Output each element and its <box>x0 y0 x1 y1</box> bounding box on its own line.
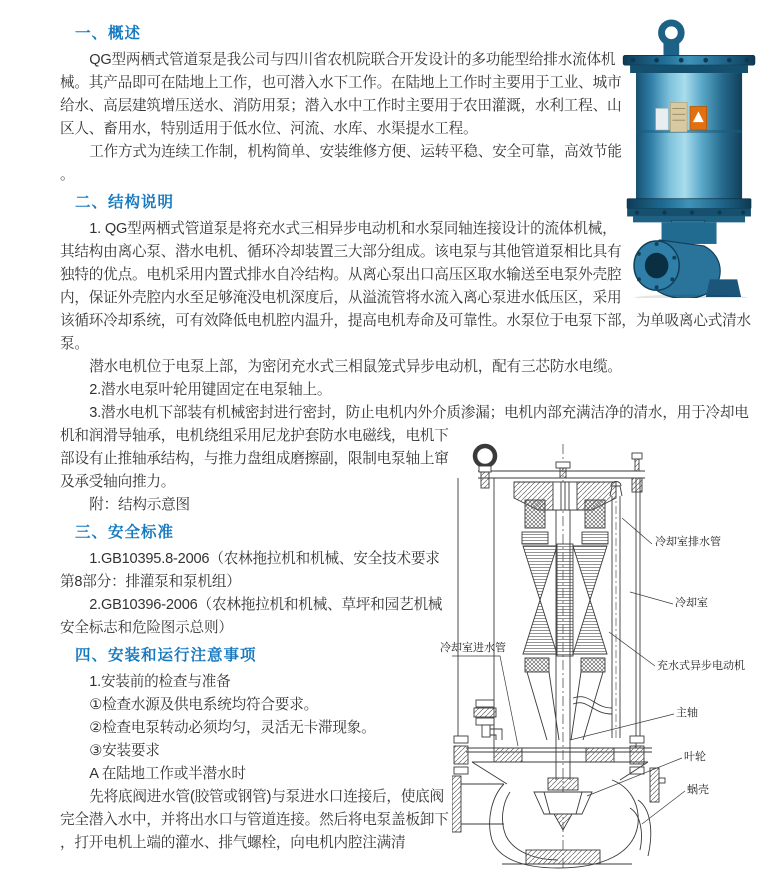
paragraph: 2.潜水电泵叶轮用键固定在电泵轴上。 <box>89 382 332 398</box>
eye-bolt <box>475 446 495 466</box>
paragraph: 3.潜水电机下部装有机械密封进行密封，防止电机内外介质渗漏；电机内部充满洁净的清水，用于冷却电机和润滑导轴承，电机绕组采用尼龙护套防水电磁线，电机下部设有止推轴承结构，与推力盘组成磨擦副，限制电泵轴上窜及承受轴向推力。 <box>60 405 749 490</box>
structure-diagram <box>440 440 762 873</box>
paragraph: 工作方式为连续工作制，机构简单、安装维修方便、运转平稳、安全可靠，高效节能。 <box>60 144 622 183</box>
paragraph: 2.GB10396-2006（农林拖拉机和机械、草坪和园艺机械安全标志和危险图示总则） <box>60 597 443 636</box>
paragraph: A 在陆地工作或半潜水时 <box>89 766 246 782</box>
diagram-label-water-filled-motor: 充水式异步电动机 <box>657 660 745 672</box>
stator-coil <box>585 500 605 528</box>
paragraph: 1.安装前的检查与准备 <box>89 674 231 690</box>
section-heading-structure: 二、结构说明 <box>75 194 175 211</box>
diagram-label-cooling-drain-pipe: 冷却室排水管 <box>655 536 721 548</box>
discharge-flange <box>650 768 659 802</box>
paragraph: ③安装要求 <box>89 743 160 759</box>
paragraph: QG型两栖式管道泵是我公司与四川省农机院联合开发设计的多功能型给排水流体机械。其产品即可在陆地上工作，也可潜入水下工作。在陆地上工作时主要用于工业、城市给水、高层建筑增压送水、消防用泵；潜入水中工作时主要用于农田灌溉，水利工程、山区人、畜用水，特别适用于低水位、河流、水库、水渠提水工程。 <box>60 52 622 137</box>
paragraph: ②检查电泵转动必须均匀，灵活无卡滞现象。 <box>89 720 376 736</box>
paragraph: 潜水电机位于电泵上部，为密闭充水式三相鼠笼式异步电动机，配有三芯防水电缆。 <box>89 359 622 375</box>
paragraph: 附：结构示意图 <box>89 497 190 513</box>
section-heading-installation: 四、安装和运行注意事项 <box>75 647 257 664</box>
lifting-ring <box>662 23 682 43</box>
diagram-label-cooling-chamber: 冷却室 <box>675 597 708 609</box>
paragraph: 1. QG型两栖式管道泵是将充水式三相异步电动机和水泵同轴连接设计的流体机械，其结构由离心泵、潜水电机、循环冷却装置三大部分组成。该电泵与其他管道泵相比具有独特的优点。电机采用内置式排水自冷结构。从离心泵出口高压区取水输送至电泵外壳腔内，保证外壳腔内水至足够淹没电机深度后，从溢流管将水流入离心泵进水低压区，采用该循环冷却系统，可有效降低电机腔内温升，提高电机寿命及可靠性。水泵位于电泵下部，为单吸离心式清水泵。 <box>60 221 751 352</box>
diagram-label-main-shaft: 主轴 <box>676 707 698 719</box>
impeller-shape <box>534 792 592 814</box>
nameplate-label <box>656 108 669 130</box>
diagram-label-impeller: 叶轮 <box>684 751 706 763</box>
section-heading-overview: 一、概述 <box>75 25 142 42</box>
product-photo <box>630 18 762 298</box>
inlet-valve <box>476 700 494 707</box>
pump-base <box>526 850 600 864</box>
suction-flange <box>452 776 461 832</box>
paragraph: ①检查水源及供电系统均符合要求。 <box>89 697 318 713</box>
diagram-label-cooling-inlet-pipe: 冷却室进水管 <box>440 642 506 654</box>
diagram-label-volute: 蜗壳 <box>687 784 709 796</box>
stator-coil <box>525 500 545 528</box>
paragraph: 先将底阀进水管(胶管或钢管)与泵进水口连接后，使底阀完全潜入水中，并将出水口与管道连接。然后将电泵盖板卸下，打开电机上端的灌水、排气螺栓，向电机内腔注满清 <box>60 789 449 851</box>
spec-label <box>670 102 687 131</box>
pump-photo-image <box>616 18 766 298</box>
section-heading-safety: 三、安全标准 <box>75 524 175 541</box>
paragraph: 1.GB10395.8-2006（农林拖拉机和机械、安全技术要求第8部分：排灌泵和泵机组） <box>60 551 440 590</box>
rotor-core <box>557 544 573 656</box>
pump-cutaway-drawing <box>452 440 762 873</box>
